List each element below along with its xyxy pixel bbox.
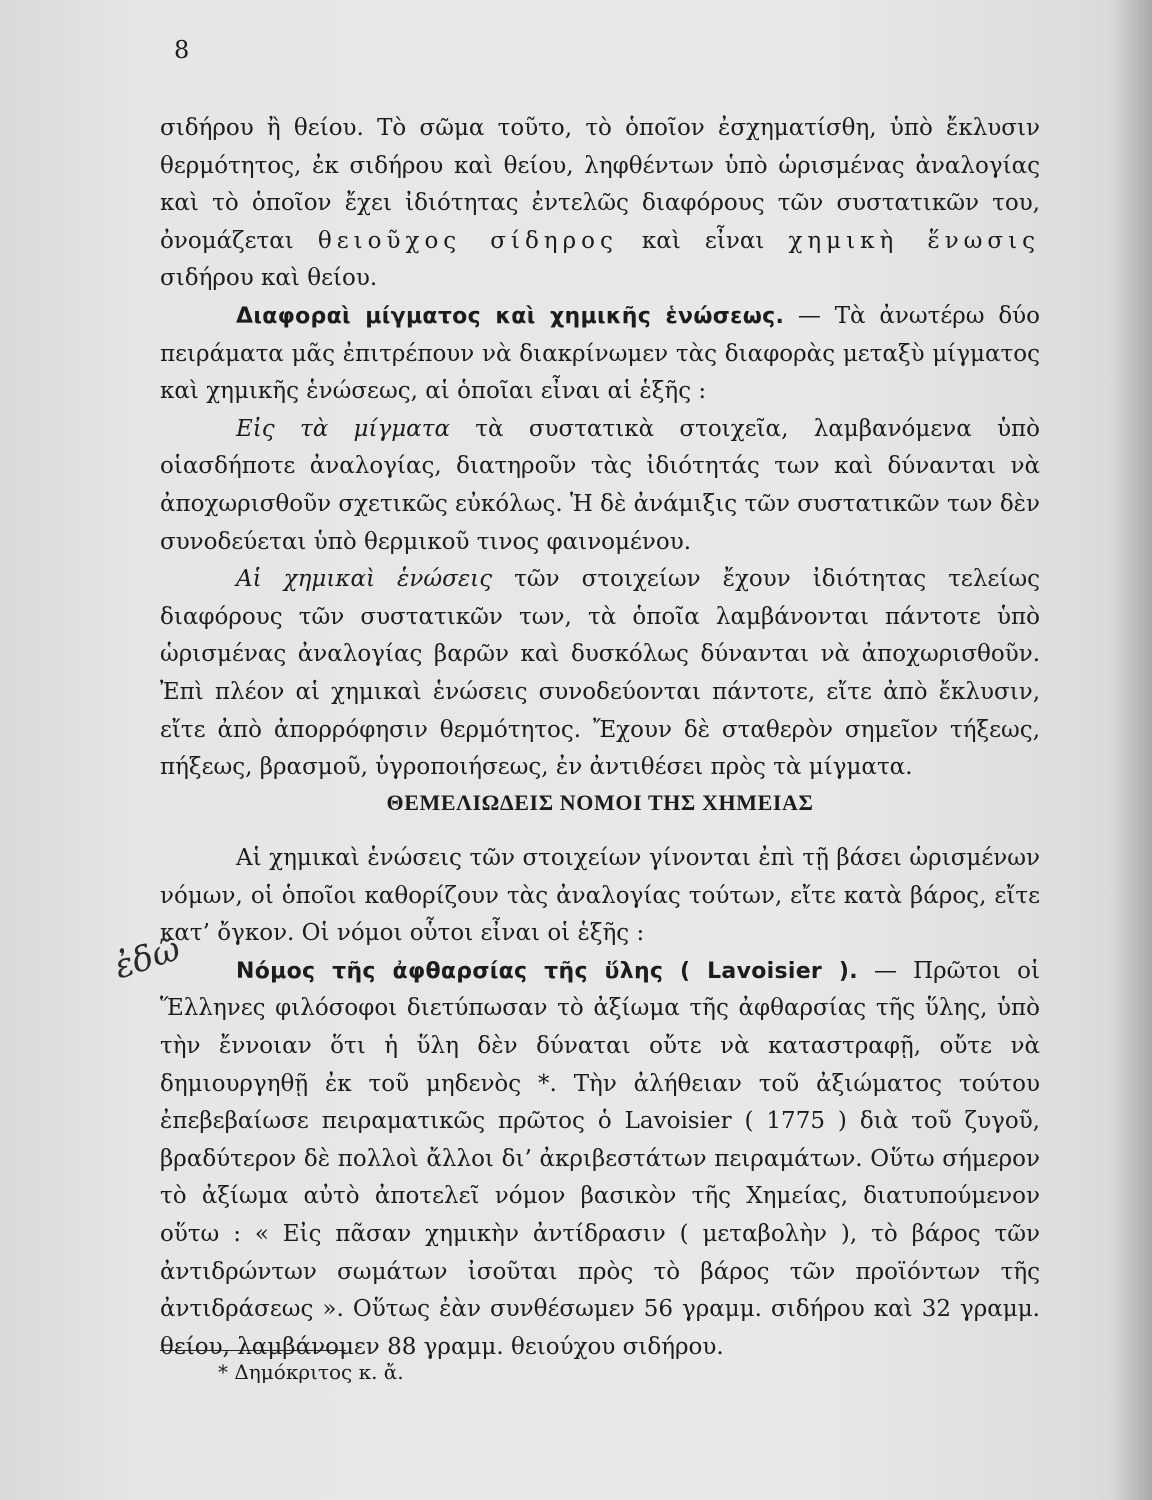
term-chemical-compound: χημικὴ ἕνωσις [788,227,1041,254]
paragraph-text: — Πρῶτοι οἱ Ἕλληνες φιλόσοφοι διετύπωσαν τὸ ἀξίωμα τῆς ἀφθαρσίας τῆς ὕλης, ὑπὸ τὴν ἔννοιαν ὅτι ἡ ὕλη δὲν δύναται οὔτε νὰ καταστραφῇ, οὔτε νὰ δημιουργηθῇ ἐκ τοῦ μηδενὸς *. Τὴν ἀλήθειαν τοῦ ἀξιώματος τούτου ἐπεβεβαίωσε πειραματικῶς πρῶτος ὁ Lavoisier ( 1775 ) διὰ τοῦ ζυγοῦ, βραδύτερον δὲ πολλοὶ ἄλλοι δι’ ἀκριβεστάτων πειραμάτων. Οὕτω σήμερον τὸ ἀξίωμα αὐτὸ ἀποτελεῖ νόμον βασικὸν τῆς Χημείας, διατυπούμενον οὕτω : « Εἰς πᾶσαν χημικὴν ἀντίδρασιν ( μεταβολὴν ), τὸ βάρος τῶν ἀντιδρώντων σωμάτων ἰσοῦται πρὸς τὸ βάρος τῶν προϊόντων τῆς ἀντιδράσεως ». Οὕτως ἐὰν συνθέσωμεν 56 γραμμ. σιδήρου καὶ 32 γραμμ. θείου, λαμβάνομεν 88 γραμμ. θειούχου σιδήρου. [160,957,1040,1360]
footnote-divider [160,1350,346,1351]
paragraph-differences [160,298,1040,411]
paragraph-text: τὰ συστατικὰ στοιχεῖα, λαμβανόμενα ὑπὸ οἱασδήποτε ἀναλογίας, διατηροῦν τὰς ἰδιότητάς των καὶ δύνανται νὰ ἀποχωρισθοῦν σχετικῶς εὐκόλως. Ἡ δὲ ἀνάμιξις τῶν συστατικῶν των δὲν συνοδεύεται ὑπὸ θερμικοῦ τινος φαινομένου. [160,415,1041,555]
paragraph-mixtures [160,411,1040,561]
handwritten-margin-note: ἐδῶ [109,928,186,988]
lead-compounds: Αἱ χημικαὶ ἑνώσεις [236,566,493,593]
paragraph-text: σιδήρου καὶ θείου. [160,265,378,292]
page-number: 8 [174,36,190,64]
section-heading: ΘΕΜΕΛΙΩΔΕΙΣ ΝΟΜΟΙ ΤΗΣ ΧΗΜΕΙΑΣ [386,790,814,815]
paragraph-text: τῶν στοιχείων ἔχουν ἰδιότητας τελείως διαφόρους τῶν συστατικῶν των, τὰ ὁποῖα λαμβάνονται πάντοτε ὑπὸ ὡρισμένας ἀναλογίας βαρῶν καὶ δυσκόλως δύνανται νὰ ἀποχωρισθοῦν. Ἐπὶ πλέον αἱ χημικαὶ ἑνώσεις συνοδεύονται πάντοτε, εἴτε ἀπὸ ἔκλυσιν, εἴτε ἀπὸ ἀπορρόφησιν θερμότητος. Ἔχουν δὲ σταθερὸν σημεῖον τήξεως, πήξεως, βρασμοῦ, ὑγροποιήσεως, ἐν ἀντιθέσει πρὸς τὰ μίγματα. [160,566,1040,781]
paragraph-iron-sulfide [160,110,1040,298]
paragraph-text: καὶ εἶναι [641,227,765,254]
footnote: * Δημόκριτος κ. ἄ. [218,1360,404,1384]
paragraph-text: — Τὰ ἀνωτέρω δύο πειράματα μᾶς ἐπιτρέπουν νὰ διακρίνωμεν τὰς διαφορὰς μεταξὺ μίγματος καὶ χημικῆς ἑνώσεως, αἱ ὁποῖαι εἶναι αἱ ἑξῆς : [160,302,1040,405]
term-iron-sulfide: θειοῦχος σίδηρος [317,227,618,254]
text-block-bottom [160,840,1040,1366]
paragraph-text: σιδήρου ἢ θείου. Τὸ σῶμα τοῦτο, τὸ ὁποῖον ἐσχηματίσθη, ὑπὸ ἔκλυσιν θερμότητος, ἐκ σιδήρου καὶ θείου, ληφθέντων ὑπὸ ὡρισμένας ἀναλογίας καὶ τὸ ὁποῖον ἔχει ἰδιότητας ἐντελῶς διαφόρους τῶν συστατικῶν του, ὀνομάζεται [160,115,1040,254]
paragraph-laws-intro: Αἱ χημικαὶ ἑνώσεις τῶν στοιχείων γίνονται ἐπὶ τῇ βάσει ὡρισμένων νόμων, οἱ ὁποῖοι καθορίζουν τὰς ἀναλογίας τούτων, εἴτε κατὰ βάρος, εἴτε κατ’ ὄγκον. Οἱ νόμοι οὗτοι εἶναι οἱ ἑξῆς : [160,845,1040,947]
page-edge-shadow [1112,0,1152,1500]
paragraph-lavoisier [160,953,1040,1367]
paragraph-compounds [160,561,1040,787]
section-title-differences: Διαφοραὶ μίγματος καὶ χημικῆς ἑνώσεως. [236,303,785,329]
text-block-top [160,110,1040,787]
lead-mixtures: Εἰς τὰ μίγματα [236,415,450,442]
section-title-lavoisier: Νόμος τῆς ἀφθαρσίας τῆς ὕλης ( Lavoisier ). [236,958,858,984]
